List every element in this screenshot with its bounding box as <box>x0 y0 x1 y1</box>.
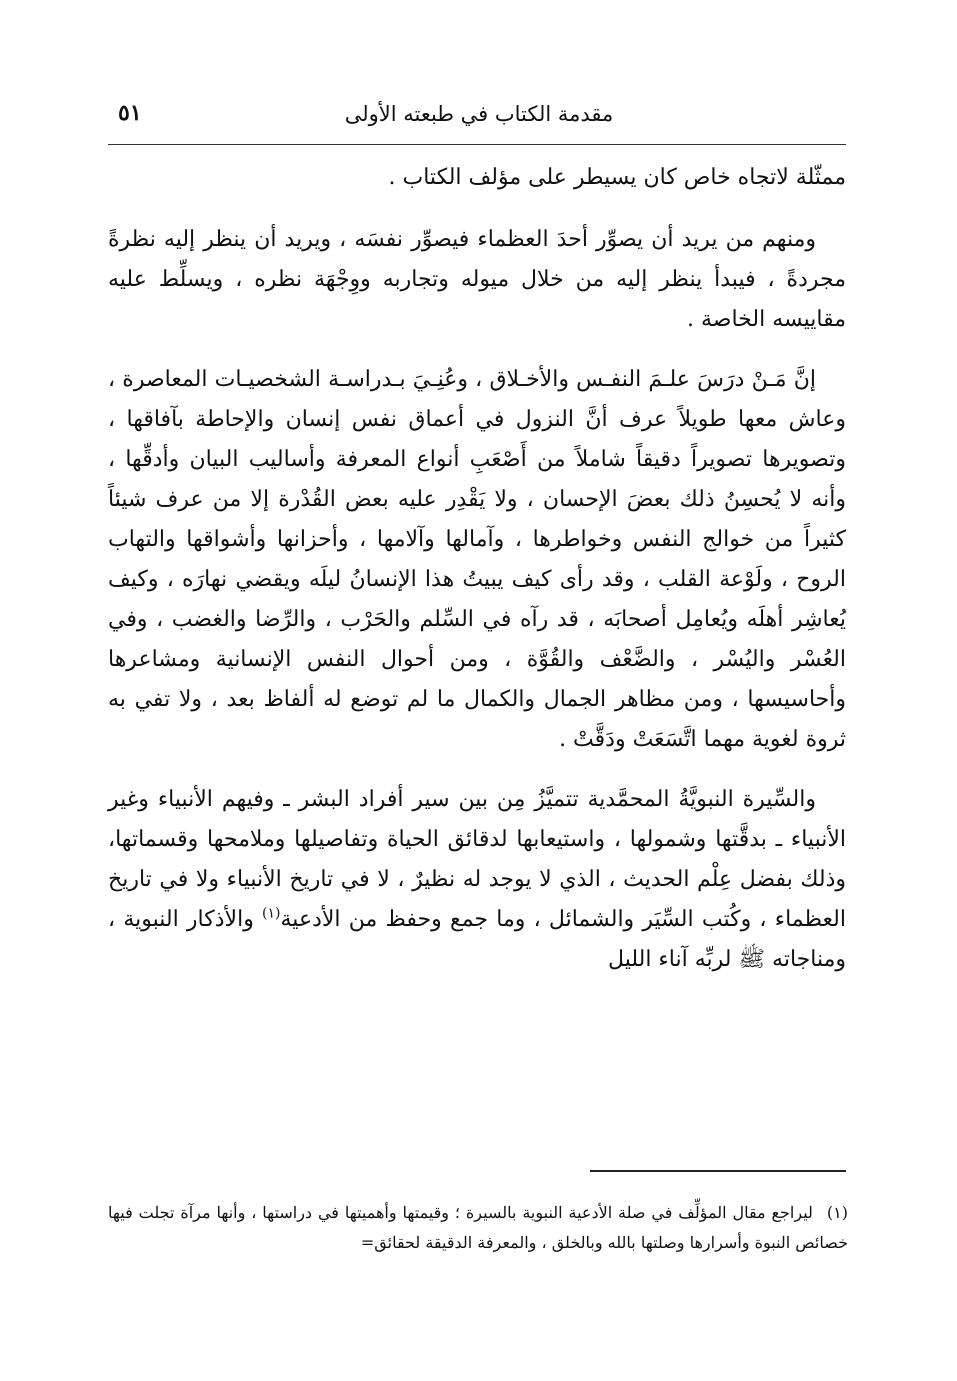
paragraph-2: ومنهم من يريد أن يصوِّر أحدَ العظماء فيصوِّر نفسَه ، ويريد أن ينظر إليه نظرةً مجردةً ، فيبدأ ينظر إليه من خلال ميوله وتجاربه ووِجْهَة نظره ، ويسلِّط عليه مقاييسه الخاصة . <box>108 227 846 332</box>
running-title: مقدمة الكتاب في طبعته الأولى <box>344 102 614 126</box>
paragraph-4 <box>108 780 846 980</box>
paragraph-3: إنَّ مَـنْ درَسَ علـمَ النفـس والأخـلاق ، وعُنِـيَ بـدراسـة الشخصيـات المعاصرة ، وعاش معها طويلاً عرف أنَّ النزول في أعماق نفس إنسان والإحاطة بآفاقها ، وتصويرها تصويراً دقيقاً شاملاً من أَصْعَبِ أنواع المعرفة وأساليب البيان وأدقِّها ، وأنه لا يُحسِنُ ذلك بعضَ الإحسان ، ولا يَقْدِر عليه بعض القُدْرة إلا من عرف شيئاً كثيراً من خوالج النفس وخواطرها ، وآمالها وآلامها ، وأحزانها وأشواقها والتهاب الروح ، ولَوْعة القلب ، وقد رأى كيف يبيتُ هذا الإنسانُ ليلَه ويقضي نهارَه ، وكيف يُعاشِر أهلَه ويُعامِل أصحابَه ، قد رآه في السِّلم والحَرْب ، والرِّضا والغضب ، وفي العُسْر واليُسْر ، والضَّعْف والقُوَّة ، ومن أحوال النفس الإنسانية ومشاعرها وأحاسيسها ، ومن مظاهر الجمال والكمال ما لم توضع له ألفاظ بعد ، ولا تفي به ثروة لغوية مهما اتَّسَعَتْ ودَقَّتْ . <box>108 367 846 752</box>
footnote-reference[interactable]: (١) <box>262 905 281 922</box>
footnote <box>108 1198 848 1258</box>
paragraph-1: ممثّلة لاتجاه خاص كان يسيطر على مؤلف الكتاب . <box>388 165 846 190</box>
page-number: ٥١ <box>118 100 142 126</box>
header-rule <box>108 144 846 145</box>
footnote-number: (١) <box>826 1203 848 1222</box>
page-header <box>110 96 848 136</box>
footnote-text: ليراجع مقال المؤلِّف في صلة الأدعية النبوية بالسيرة ؛ وقيمتها وأهميتها في دراستها ، وأنها مرآة تجلت فيها خصائص النبوة وأسرارها وصلتها بالله وبالخلق ، والمعرفة الدقيقة لحقائق= <box>108 1203 848 1252</box>
main-text <box>108 158 846 1000</box>
paragraph-4-tail: والأذكار النبوية ، ومناجاته ﷺ لربِّه آناء الليل <box>108 907 846 972</box>
paragraph-4-text: والسِّيرة النبويَّةُ المحمَّدية تتميَّزُ مِن بين سير أفراد البشر ـ وفيهم الأنبياء وغير الأنبياء ـ بدقَّتها وشمولها ، واستيعابها لدقائق الحياة وتفاصيلها وملامحها وقسماتها، وذلك بفضل عِلْم الحديث ، الذي لا يوجد له نظيرٌ ، لا في تاريخ الأنبياء ولا في تاريخ العظماء ، وكُتب السِّيَر والشمائل ، وما جمع وحفظ من الأدعية <box>108 787 846 932</box>
footnote-rule <box>590 1170 846 1172</box>
